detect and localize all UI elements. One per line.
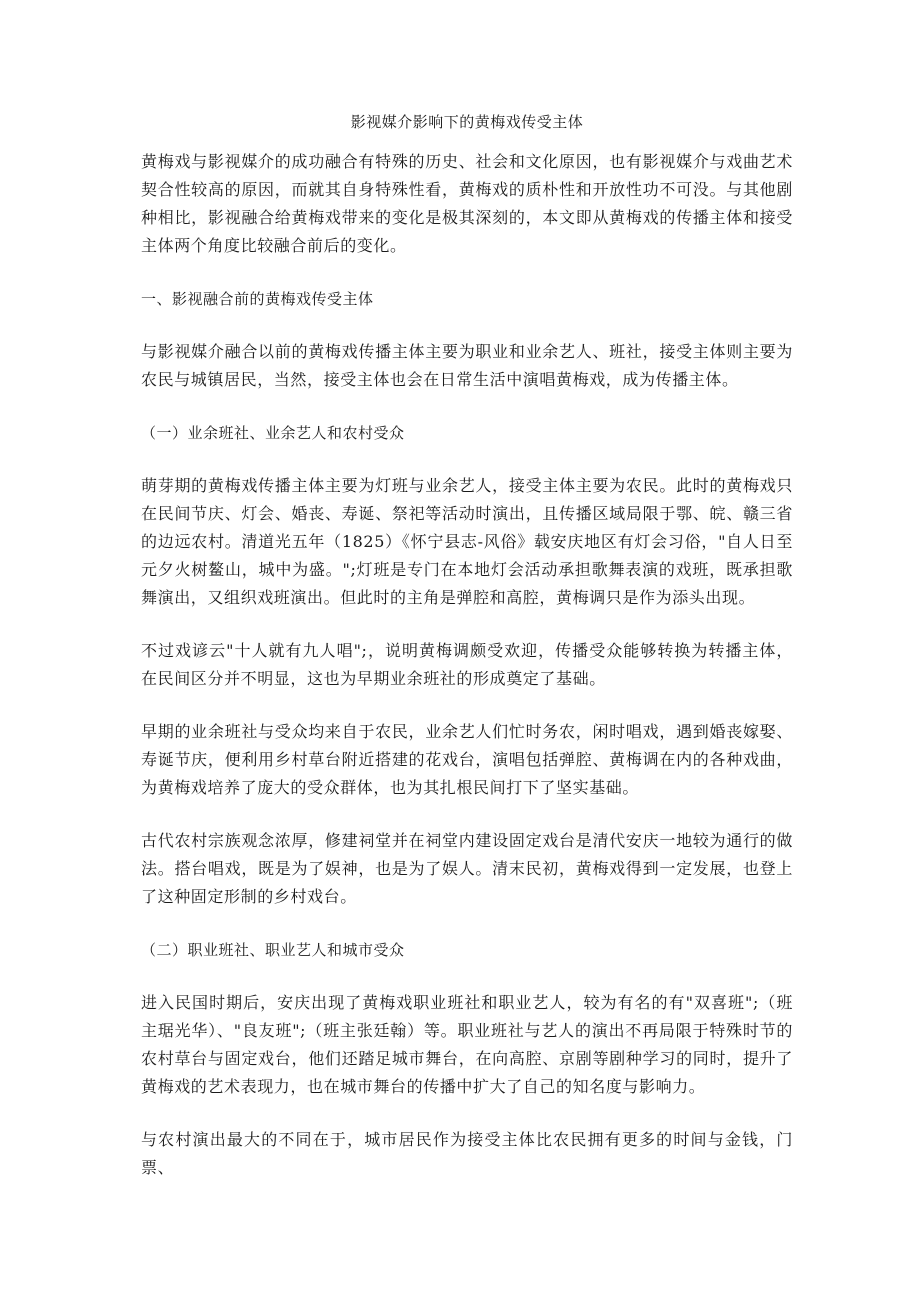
paragraph: 与影视媒介融合以前的黄梅戏传播主体主要为职业和业余艺人、班社，接受主体则主要为农民与城镇居民，当然，接受主体也会在日常生活中演唱黄梅戏，成为传播主体。: [141, 342, 793, 389]
section-heading-1: 一、影视融合前的黄梅戏传受主体: [141, 290, 374, 308]
document-page: [141, 112, 793, 1207]
paragraph-truncated: 与农村演出最大的不同在于，城市居民作为接受主体比农民拥有更多的时间与金钱，门票、: [141, 1130, 793, 1177]
subsection-heading-1: （一）业余班社、业余艺人和农村受众: [141, 424, 405, 442]
paragraph: 不过戏谚云"十人就有九人唱";，说明黄梅调颇受欢迎，传播受众能够转换为转播主体，在民间区分并不明显，这也为早期业余班社的形成奠定了基础。: [141, 641, 793, 688]
paragraph-intro: 黄梅戏与影视媒介的成功融合有特殊的历史、社会和文化原因，也有影视媒介与戏曲艺术契合性较高的原因，而就其自身特殊性看，黄梅戏的质朴性和开放性功不可没。与其他剧种相比，影视融合给黄梅戏带来的变化是极其深刻的，本文即从黄梅戏的传播主体和接受主体两个角度比较融合前后的变化。: [141, 152, 793, 255]
subsection-heading-2: （二）职业班社、职业艺人和城市受众: [141, 941, 405, 959]
paragraph: 古代农村宗族观念浓厚，修建祠堂并在祠堂内建设固定戏台是清代安庆一地较为通行的做法。搭台唱戏，既是为了娱神，也是为了娱人。清末民初，黄梅戏得到一定发展，也登上了这种固定形制的乡村戏台。: [141, 831, 793, 906]
paragraph: 进入民国时期后，安庆出现了黄梅戏职业班社和职业艺人，较为有名的有"双喜班";（班主琚光华）、"良友班";（班主张廷翰）等。职业班社与艺人的演出不再局限于特殊时节的农村草台与固定戏台，他们还踏足城市舞台，在向高腔、京剧等剧种学习的同时，提升了黄梅戏的艺术表现力，也在城市舞台的传播中扩大了自己的知名度与影响力。: [141, 993, 793, 1096]
page-title: 影视媒介影响下的黄梅戏传受主体: [350, 113, 584, 131]
paragraph: 早期的业余班社与受众均来自于农民，业余艺人们忙时务农，闲时唱戏，遇到婚丧嫁娶、寿诞节庆，便利用乡村草台附近搭建的花戏台，演唱包括弹腔、黄梅调在内的各种戏曲，为黄梅戏培养了庞大的受众群体，也为其扎根民间打下了坚实基础。: [141, 722, 793, 797]
paragraph: 萌芽期的黄梅戏传播主体主要为灯班与业余艺人，接受主体主要为农民。此时的黄梅戏只在民间节庆、灯会、婚丧、寿诞、祭祀等活动时演出，且传播区域局限于鄂、皖、赣三省的边远农村。清道光五年（1825）《怀宁县志-风俗》载安庆地区有灯会习俗，"自人日至元夕火树鳌山，城中为盛。";灯班是专门在本地灯会活动承担歌舞表演的戏班，既承担歌舞演出，又组织戏班演出。但此时的主角是弹腔和高腔，黄梅调只是作为添头出现。: [141, 476, 793, 607]
